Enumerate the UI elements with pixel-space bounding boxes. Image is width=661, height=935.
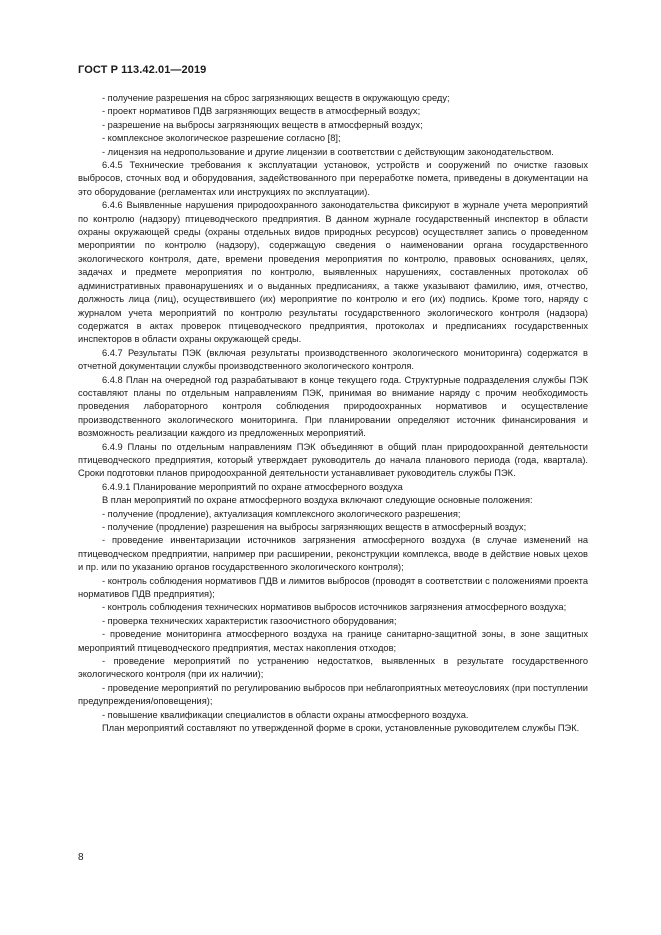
list-item: - проведение мероприятий по регулированию выбросов при неблагоприятных метеоусловиях (при поступлении предупреждения/оповещения);	[78, 682, 588, 707]
list-item: - контроль соблюдения технических нормативов выбросов источников загрязнения атмосферного воздуха;	[102, 602, 567, 613]
page-number: 8	[78, 852, 84, 863]
paragraph: 6.4.9.1 Планирование мероприятий по охране атмосферного воздуха	[102, 481, 403, 492]
list-item: - проведение инвентаризации источников загрязнения атмосферного воздуха (в случае изменений на птицеводческом предприятии, например при расширении, реконструкции комплекса, вводе в действие новых цехов и пр. или по указанию органов государственного экологического контроля);	[78, 535, 588, 573]
list-item: - проект нормативов ПДВ загрязняющих веществ в атмосферный воздух;	[102, 106, 421, 117]
list-item: - лицензия на недропользование и другие лицензии в соответствии с действующим законодательством.	[102, 146, 554, 157]
list-item: - контроль соблюдения нормативов ПДВ и лимитов выбросов (проводят в соответствии с положениями проекта нормативов ПДВ предприятия);	[78, 575, 588, 600]
list-item: - проведение мероприятий по устранению недостатков, выявленных в результате государственного экологического контроля (при их наличии);	[78, 656, 588, 680]
paragraph: 6.4.8 План на очередной год разрабатывают в конце текущего года. Структурные подразделения службы ПЭК составляют планы по отдельным направлениям ПЭК, принимая во внимание наряду с прочим необходимость проведения лабораторного контроля соблюдения природоохранных нормативов и осуществление производственного экологического мониторинга. При планировании определяют источник финансирования и возможность реализации каждого из предложенных мероприятий.	[78, 374, 588, 439]
document-body	[78, 92, 588, 736]
paragraph: 6.4.6 Выявленные нарушения природоохранного законодательства фиксируют в журнале учета мероприятий по контролю (надзору) птицеводческого предприятия. В данном журнале государственный инспектор в области охраны окружающей среды (охраны отдельных видов природных ресурсов) осуществляет запись о проведенном мероприятии по контролю (надзору), содержащую сведения о наименовании органа государственного экологического контроля, дате, времени проведения мероприятия по контролю, правовых основаниях, целях, задачах и предмете мероприятия по контролю, выявленных нарушениях, составленных протоколах об административных правонарушениях и о выданных предписаниях, а также указывают фамилию, имя, отчество, должность лица (лиц), осуществившего (их) мероприятие по контролю и его (их) подпись. Кроме того, наряду с журналом учета мероприятий по контролю результаты государственного экологического контроля (надзора) содержатся в актах проверок птицеводческого предприятия, протоколах и предписаниях государственных инспекторов в области охраны окружающей среды.	[78, 200, 588, 345]
list-item: - проверка технических характеристик газоочистного оборудования;	[102, 615, 397, 626]
list-item: - повышение квалификации специалистов в области охраны атмосферного воздуха.	[102, 709, 469, 720]
paragraph: 6.4.7 Результаты ПЭК (включая результаты производственного экологического мониторинга) содержатся в отчетной документации службы производственного экологического контроля.	[78, 347, 588, 372]
paragraph: В план мероприятий по охране атмосферного воздуха включают следующие основные положения:	[102, 495, 533, 506]
list-item: - разрешение на выбросы загрязняющих веществ в атмосферный воздух;	[102, 119, 423, 130]
paragraph: 6.4.5 Технические требования к эксплуатации установок, устройств и сооружений по очистке газовых выбросов, сточных вод и оборудования, задействованного при переработке помета, приведены в документации на это оборудование (регламентах или инструкциях по эксплуатации).	[78, 160, 588, 197]
paragraph: План мероприятий составляют по утвержденной форме в сроки, установленные руководителем службы ПЭК.	[102, 723, 580, 734]
list-item: - проведение мониторинга атмосферного воздуха на границе санитарно-защитной зоны, в зоне защитных мероприятий птицеводческого предприятия, местах накопления отходов;	[78, 629, 588, 653]
paragraph: 6.4.9 Планы по отдельным направлениям ПЭК объединяют в общий план природоохранной деятельности птицеводческого предприятия, который утверждает руководитель до начала планового периода (года, квартала). Сроки подготовки планов природоохранной деятельности устанавливает руководитель службы ПЭК.	[78, 441, 588, 479]
list-item: - получение разрешения на сброс загрязняющих веществ в окружающую среду;	[102, 93, 450, 103]
list-item: - комплексное экологическое разрешение согласно [8];	[102, 133, 341, 144]
list-item: - получение (продление) разрешения на выбросы загрязняющих веществ в атмосферный воздух;	[102, 522, 527, 532]
document-header: ГОСТ Р 113.42.01—2019	[78, 64, 207, 76]
list-item: - получение (продление), актуализация комплексного экологического разрешения;	[102, 508, 461, 519]
